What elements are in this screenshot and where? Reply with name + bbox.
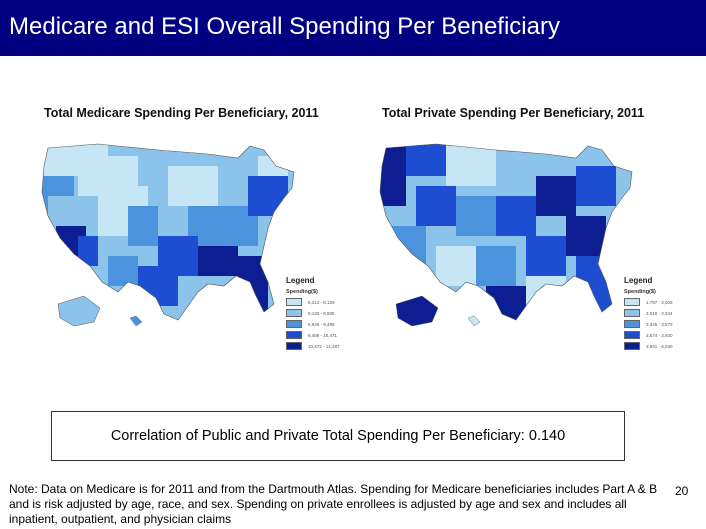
correlation-label: Correlation of Public and Private Total Spending Per Beneficiary: [110, 428, 525, 444]
legend-swatch [286, 331, 302, 339]
legend-swatch [624, 342, 640, 350]
correlation-box [51, 411, 625, 461]
legend-swatch [286, 298, 302, 306]
legend-swatch [624, 320, 640, 328]
legend-item [624, 342, 696, 350]
medicare-legend [286, 276, 358, 350]
private-legend [624, 276, 696, 350]
legend-item [286, 342, 358, 350]
legend-label: 1,797 - 3,009 [646, 299, 673, 305]
legend-item [286, 298, 358, 306]
legend-item [286, 320, 358, 328]
legend-label: 3,345 - 3,573 [646, 321, 673, 327]
legend-label: 6,314 - 8,129 [308, 299, 335, 305]
medicare-map-title: Total Medicare Spending Per Beneficiary, 2011 [44, 106, 319, 120]
legend-label: 3,010 - 3,344 [646, 310, 673, 316]
footnote: Note: Data on Medicare is for 2011 and from the Dartmouth Atlas. Spending for Medicare beneficiaries includes Part A & B and is risk adjusted by age, race, and sex. Spending on private enrollees is adjusted by age and sex and includes all inpatient, outpatient, and physician claims [9, 482, 658, 526]
legend-swatch [624, 298, 640, 306]
legend-subtitle: Spending($) [286, 289, 318, 295]
private-map-title: Total Private Spending Per Beneficiary, 2011 [382, 106, 645, 120]
legend-label: 3,574 - 3,930 [646, 332, 673, 338]
legend-title: Legend [624, 276, 653, 285]
legend-label: 8,936 - 9,488 [308, 321, 335, 327]
page-number: 20 [675, 484, 689, 498]
legend-label: 10,472 - 14,487 [308, 343, 340, 349]
legend-title: Legend [286, 276, 315, 285]
legend-item [624, 331, 696, 339]
legend-item [286, 331, 358, 339]
legend-item [286, 309, 358, 317]
legend-swatch [286, 320, 302, 328]
slide-title: Medicare and ESI Overall Spending Per Beneficiary [9, 13, 560, 40]
legend-swatch [624, 331, 640, 339]
legend-label: 8,130 - 8,935 [308, 310, 335, 316]
legend-swatch [286, 309, 302, 317]
legend-swatch [286, 342, 302, 350]
legend-subtitle: Spending($) [624, 289, 656, 295]
legend-label: 3,931 - 6,030 [646, 343, 673, 349]
legend-item [624, 320, 696, 328]
legend-item [624, 309, 696, 317]
private-map-panel [376, 96, 696, 358]
title-bar [0, 0, 706, 56]
medicare-map-panel [38, 96, 358, 358]
correlation-value: 0.140 [528, 428, 566, 444]
legend-item [624, 298, 696, 306]
legend-label: 9,489 - 10,471 [308, 332, 338, 338]
legend-swatch [624, 309, 640, 317]
